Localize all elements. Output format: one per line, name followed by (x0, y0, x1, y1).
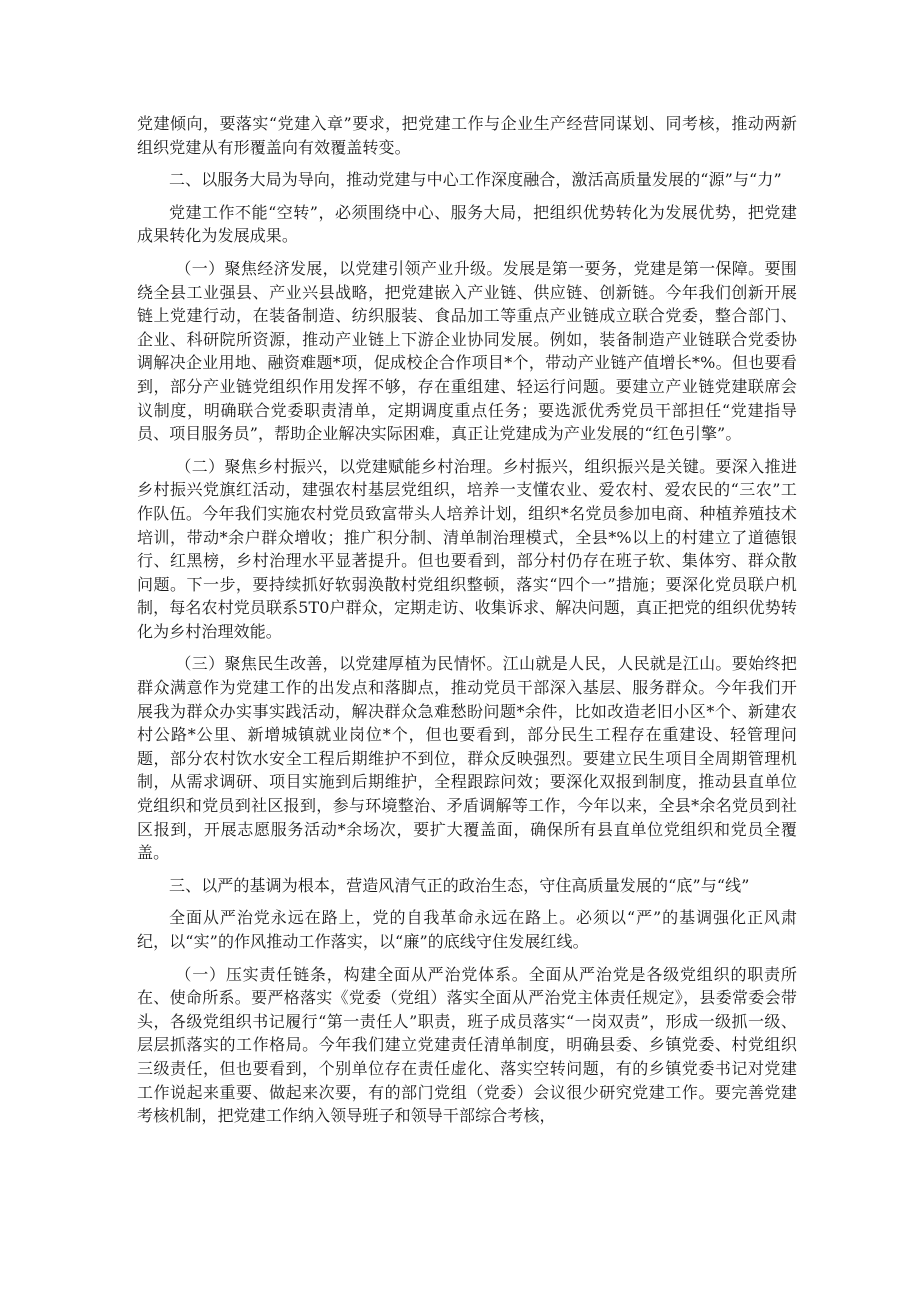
paragraph-8: 全面从严治党永远在路上，党的自我革命永远在路上。必须以“严”的基调强化正风肃纪，以“实”的作风推动工作落实，以“廉”的底线守住发展红线。 (137, 908, 797, 951)
document-page (137, 112, 797, 1128)
paragraph-5: （二）聚焦乡村振兴，以党建赋能乡村治理。乡村振兴，组织振兴是关键。要深入推进乡村振兴党旗红活动，建强农村基层党组织，培养一支懂农业、爱农村、爱农民的“三农”工作队伍。今年我们实施农村党员致富带头人培养计划，组织*名党员参加电商、种植养殖技术培训，带动*余户群众增收；推广积分制、清单制治理模式，全县*%以上的村建立了道德银行、红黑榜，乡村治理水平显著提升。但也要看到，部分村仍存在班子软、集体穷、群众散问题。下一步，要持续抓好软弱涣散村党组织整顿，落实“四个一”措施；要深化党员联户机制，每名农村党员联系5T0户群众，定期走访、收集诉求、解决问题，真正把党的组织优势转化为乡村治理效能。 (137, 456, 797, 641)
paragraph-6: （三）聚焦民生改善，以党建厚植为民情怀。江山就是人民，人民就是江山。要始终把群众满意作为党建工作的出发点和落脚点，推动党员干部深入基层、服务群众。今年我们开展我为群众办实事实践活动，解决群众急难愁盼问题*余件，比如改造老旧小区*个、新建农村公路*公里、新增城镇就业岗位*个，但也要看到，部分民生工程存在重建设、轻管理问题，部分农村饮水安全工程后期维护不到位，群众反映强烈。要建立民生项目全周期管理机制，从需求调研、项目实施到后期维护，全程跟踪问效；要深化双报到制度，推动县直单位党组织和党员到社区报到，参与环境整治、矛盾调解等工作，今年以来，全县*余名党员到社区报到，开展志愿服务活动*余场次，要扩大覆盖面，确保所有县直单位党组织和党员全覆盖。 (137, 654, 797, 863)
paragraph-1: 党建倾向，要落实“党建入章”要求，把党建工作与企业生产经营同谋划、同考核，推动两新组织党建从有形覆盖向有效覆盖转变。 (137, 114, 797, 157)
paragraph-3: 党建工作不能“空转”，必须围绕中心、服务大局，把组织优势转化为发展优势，把党建成果转化为发展成果。 (137, 202, 797, 246)
section-heading-2: 二、以服务大局为导向，推动党建与中心工作深度融合，激活高质量发展的“源”与“力” (169, 170, 782, 190)
section-heading-3: 三、以严的基调为根本，营造风清气正的政治生态，守住高质量发展的“底”与“线” (169, 875, 750, 895)
paragraph-9: （一）压实责任链条，构建全面从严治党体系。全面从严治党是各级党组织的职责所在、使命所系。要严格落实《党委（党组）落实全面从严治党主体责任规定》，县委常委会带头，各级党组织书记履行“第一责任人”职责，班子成员落实“一岗双责”，形成一级抓一级、层层抓落实的工作格局。今年我们建立党建责任清单制度，明确县委、乡镇党委、村党组织三级责任，但也要看到，个别单位存在责任虚化、落实空转问题，有的乡镇党委书记对党建工作说起来重要、做起来次要，有的部门党组（党委）会议很少研究党建工作。要完善党建考核机制，把党建工作纳入领导班子和领导干部综合考核， (137, 964, 797, 1126)
paragraph-4: （一）聚焦经济发展，以党建引领产业升级。发展是第一要务，党建是第一保障。要围绕全县工业强县、产业兴县战略，把党建嵌入产业链、供应链、创新链。今年我们创新开展链上党建行动，在装备制造、纺织服装、食品加工等重点产业链成立联合党委，整合部门、企业、科研院所资源，推动产业链上下游企业协同发展。例如，装备制造产业链联合党委协调解决企业用地、融资难题*项，促成校企合作项目*个，带动产业链产值增长*%。但也要看到，部分产业链党组织作用发挥不够，存在重组建、轻运行问题。要建立产业链党建联席会议制度，明确联合党委职责清单，定期调度重点任务；要选派优秀党员干部担任“党建指导员、项目服务员”，帮助企业解决实际困难，真正让党建成为产业发展的“红色引擎”。 (137, 258, 797, 444)
